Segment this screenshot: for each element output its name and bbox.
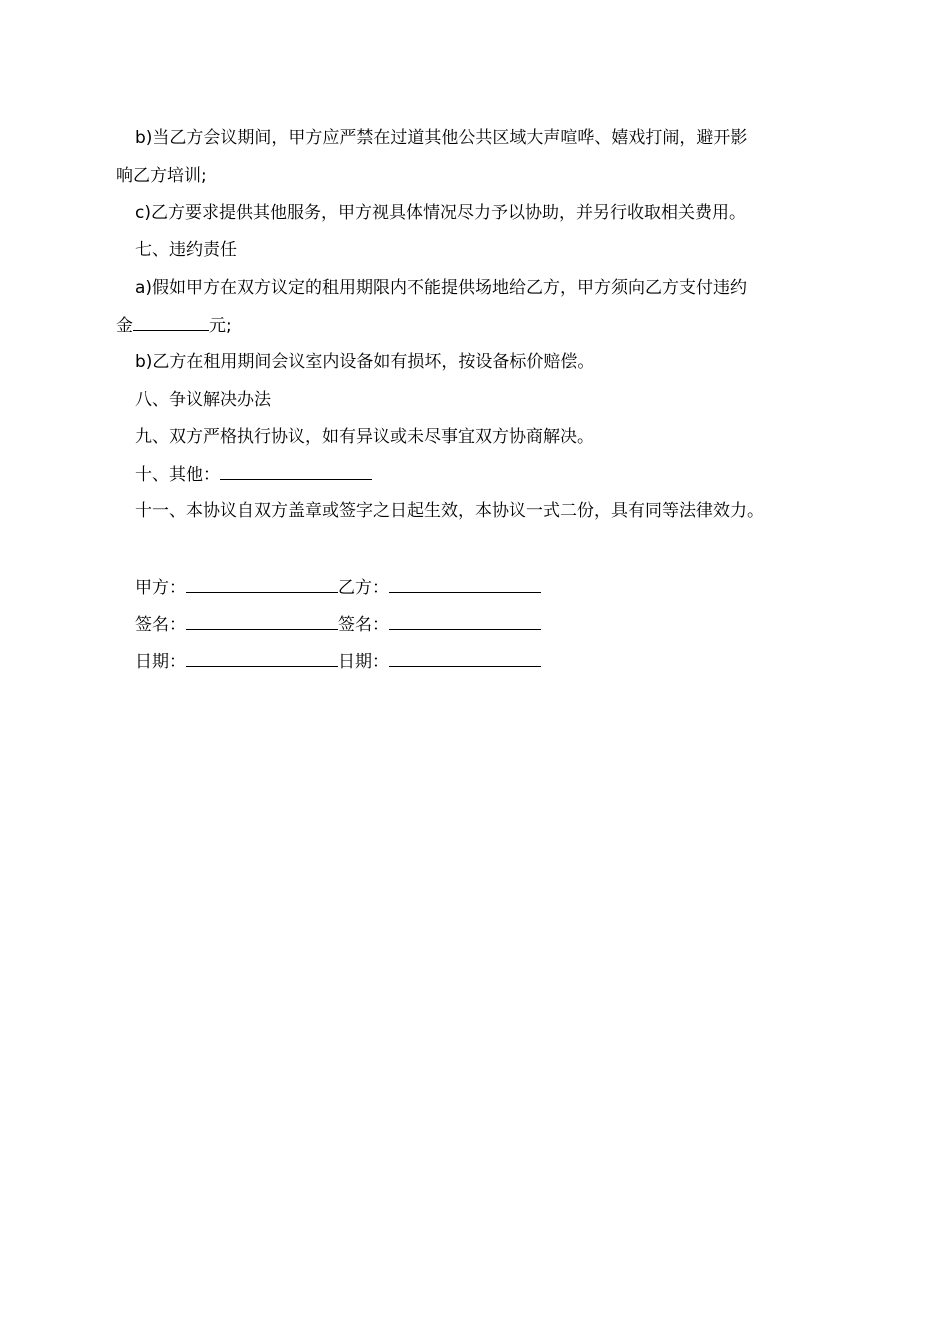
signature-date-row <box>135 650 541 673</box>
clause-c-services: c)乙方要求提供其他服务，甲方视具体情况尽力予以协助，并另行收取相关费用。 <box>135 203 746 223</box>
penalty-prefix: 金 <box>116 316 133 336</box>
date-a-label: 日期： <box>135 652 186 672</box>
sign-a-blank[interactable] <box>186 613 338 630</box>
signature-party-row <box>135 576 541 599</box>
section-10-row <box>135 463 372 486</box>
clause-b-meeting-line1: b)当乙方会议期间，甲方应严禁在过道其他公共区域大声喧哗、嬉戏打闹，避开影 <box>135 128 748 148</box>
party-b-blank[interactable] <box>389 576 541 593</box>
penalty-suffix: 元; <box>209 316 232 336</box>
party-a-blank[interactable] <box>186 576 338 593</box>
other-terms-blank[interactable] <box>220 463 372 480</box>
date-b-blank[interactable] <box>389 650 541 667</box>
section-8-title: 八、争议解决办法 <box>135 390 271 410</box>
clause-a-breach-line1: a)假如甲方在双方议定的租用期限内不能提供场地给乙方，甲方须向乙方支付违约 <box>135 278 748 298</box>
party-b-label: 乙方： <box>338 578 389 598</box>
date-a-blank[interactable] <box>186 650 338 667</box>
signature-name-row <box>135 613 541 636</box>
section-7-title: 七、违约责任 <box>135 240 237 260</box>
sign-a-label: 签名： <box>135 615 186 635</box>
clause-b-meeting-line2: 响乙方培训; <box>116 166 207 186</box>
sign-b-label: 签名： <box>338 615 389 635</box>
section-10-label: 十、其他： <box>135 465 220 485</box>
clause-b-damage: b)乙方在租用期间会议室内设备如有损坏，按设备标价赔偿。 <box>135 352 595 372</box>
clause-a-breach-line2 <box>116 314 232 337</box>
penalty-amount-blank[interactable] <box>133 314 209 331</box>
section-11-text: 十一、本协议自双方盖章或签字之日起生效，本协议一式二份，具有同等法律效力。 <box>135 501 764 521</box>
date-b-label: 日期： <box>338 652 389 672</box>
section-9-text: 九、双方严格执行协议，如有异议或未尽事宜双方协商解决。 <box>135 427 594 447</box>
sign-b-blank[interactable] <box>389 613 541 630</box>
party-a-label: 甲方： <box>135 578 186 598</box>
